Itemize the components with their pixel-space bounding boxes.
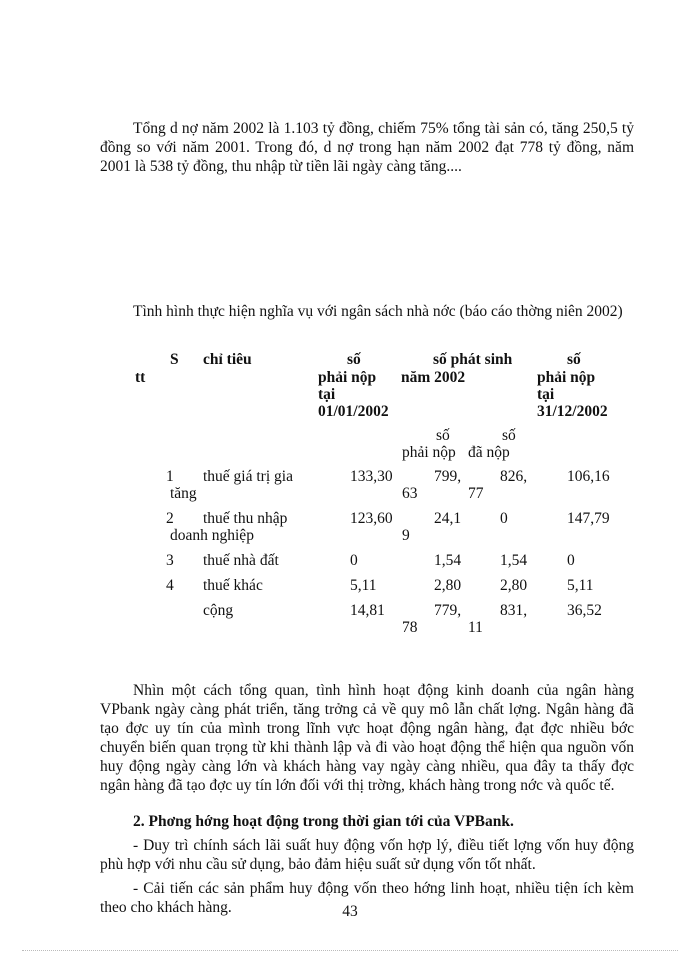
subheader-phai-nop: phải nộp <box>402 444 456 461</box>
row-1-name: thuế giá trị gia <box>203 468 293 485</box>
row-4-name: thuế khác <box>203 577 263 594</box>
row-4-num: 4 <box>166 577 174 594</box>
header-arising-2: năm 2002 <box>401 369 466 386</box>
header-arising-1: số phát sinh <box>433 351 513 368</box>
row-4-payable: 2,80 <box>434 577 462 594</box>
row-1-name-2: tăng <box>170 485 197 502</box>
row-2-payable: 24,1 <box>434 510 462 527</box>
row-1-payable: 799, <box>434 468 462 485</box>
total-row-opening: 14,81 <box>350 602 385 619</box>
total-row-payable: 779, <box>434 602 462 619</box>
row-4-opening: 5,11 <box>350 577 377 594</box>
header-chi-tieu: chỉ tiêu <box>203 351 252 368</box>
total-row-paid: 831, <box>500 602 528 619</box>
row-2-closing: 147,79 <box>567 510 610 527</box>
row-1-closing: 106,16 <box>567 468 610 485</box>
row-2-name-2: doanh nghiệp <box>170 527 254 544</box>
header-opening-2: phải nộp <box>318 369 377 386</box>
paragraph-overview: Nhìn một cách tổng quan, tình hình hoạt động kinh doanh của ngân hàng VPbank ngày càng phát triển, tăng trởng cả về quy mô lẫn chất lợng. Ngân hàng đã tạo đợc uy tín của mình trong lĩnh vực hoạt động ngân hàng, đạt đợc nhiều bớc chuyển biến quan trọng từ khi thành lập và đi vào hoạt động thể hiện qua nguồn vốn huy động ngày càng lớn và khách hàng vay ngày càng nhiều, qua đây ta thấy đợc ngân hàng đã tạo đợc uy tín lớn đối với thị trờng, khách hàng trong nớc và quốc tế. <box>100 681 634 794</box>
header-closing-4: 31/12/2002 <box>537 403 608 420</box>
header-stt-fragment: S <box>170 351 179 368</box>
row-1-opening-2: 63 <box>402 485 418 502</box>
page-bottom-divider <box>22 950 678 951</box>
header-opening-1: số <box>347 351 361 368</box>
page-number: 43 <box>342 903 358 920</box>
row-2-opening: 123,60 <box>350 510 393 527</box>
header-closing-2: phải nộp <box>537 369 596 386</box>
header-closing-1: số <box>567 351 581 368</box>
header-closing-3: tại <box>537 386 555 403</box>
row-1-paid: 826, <box>500 468 528 485</box>
table-caption: Tình hình thực hiện nghĩa vụ với ngân sách nhà nớc (báo cáo thờng niên 2002) <box>133 302 623 320</box>
row-3-num: 3 <box>166 552 174 569</box>
total-row-closing: 36,52 <box>567 602 602 619</box>
bullet-interest-policy: - Duy trì chính sách lãi suất huy động vốn hợp lý, điều tiết lợng vốn huy động phù hợp với nhu cầu sử dụng, bảo đảm hiệu suất sử dụng vốn tốt nhất. <box>100 836 634 873</box>
total-row-opening-2: 78 <box>402 619 418 636</box>
header-opening-4: 01/01/2002 <box>318 403 389 420</box>
row-4-closing: 5,11 <box>567 577 594 594</box>
row-3-payable: 1,54 <box>434 552 462 569</box>
section-heading: 2. Phơng hớng hoạt động trong thời gian tới của VPBank. <box>133 812 514 830</box>
row-1-num: 1 <box>166 468 174 485</box>
total-row-payable-2: 11 <box>468 619 483 636</box>
subheader-so-a: số <box>436 427 450 444</box>
header-tt: tt <box>135 369 146 386</box>
row-3-closing: 0 <box>567 552 575 569</box>
total-row-label: cộng <box>203 602 234 619</box>
row-2-opening-2: 9 <box>402 527 410 544</box>
row-4-paid: 2,80 <box>500 577 528 594</box>
row-3-opening: 0 <box>350 552 358 569</box>
row-3-paid: 1,54 <box>500 552 528 569</box>
row-3-name: thuế nhà đất <box>203 552 279 569</box>
row-1-opening: 133,30 <box>350 468 393 485</box>
row-2-name: thuế thu nhập <box>203 510 288 527</box>
row-2-num: 2 <box>166 510 174 527</box>
subheader-da-nop: đã nộp <box>468 444 510 461</box>
subheader-so-b: số <box>502 427 516 444</box>
paragraph-debt-summary: Tổng d nợ năm 2002 là 1.103 tỷ đồng, chiếm 75% tổng tài sản có, tăng 250,5 tỷ đồng so với năm 2001. Trong đó, d nợ trong hạn năm 2002 đạt 778 tỷ đồng, năm 2001 là 538 tỷ đồng, thu nhập từ tiền lãi ngày càng tăng.... <box>100 119 634 175</box>
row-1-payable-2: 77 <box>468 485 484 502</box>
bullet-product-improvement: - Cải tiến các sản phẩm huy động vốn theo hớng linh hoạt, nhiều tiện ích kèm theo cho khách hàng. <box>100 879 634 916</box>
header-opening-3: tại <box>318 386 336 403</box>
row-2-paid: 0 <box>500 510 508 527</box>
